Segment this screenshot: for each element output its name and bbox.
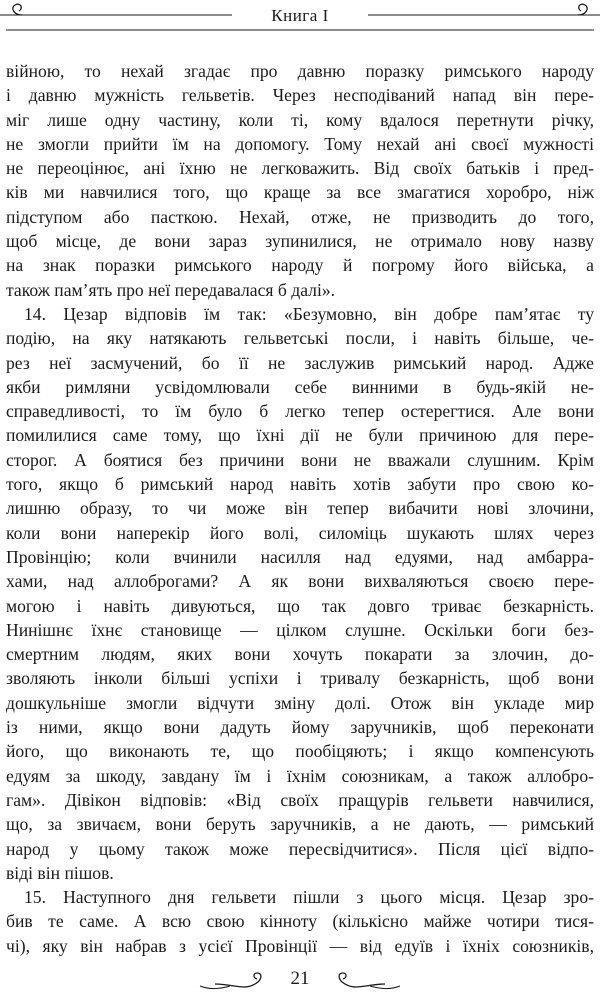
running-header (0, 0, 600, 46)
text-line: не змогли прийти їм на допомогу. Тому нехай ані своєї мужності (6, 133, 594, 154)
text-line: якби римляни усвідомлювали себе винними в будь-якій не- (6, 376, 594, 397)
text-line: із ними, якщо вони дадуть йому заручників, щоб переконати (6, 717, 594, 738)
text-line: на знак поразки римського народу й погрому його війська, а (6, 255, 594, 276)
text-line: смертним людям, яких вони хочуть покарати за злочин, до- (6, 644, 594, 665)
text-line: справедливості, то їм було б легко тепер остерегтися. Але вони (6, 401, 594, 422)
text-line: Нинішнє їхнє становище — цілком слушне. Оскільки боги без- (6, 619, 594, 640)
text-line: бив те саме. А всю свою кінноту (кількісно майже чотири тися- (6, 911, 594, 932)
text-line: ків ми навчилися того, що краще за все змагатися хоробро, ніж (6, 182, 594, 203)
text-line: війною, то нехай згадає про давню поразку римського народу (6, 61, 594, 81)
text-line: також пам’ять про неї передавалася б далі». (6, 279, 336, 300)
text-line: подію, на яку натякають гельветські посли, і навіть більше, че- (6, 328, 594, 349)
text-line: чі), яку він набрав з усієї Провінції — від едуїв і їхніх союзників, (6, 935, 594, 956)
text-line: і давню мужність гельветів. Через несподіваний напад він пере- (6, 85, 594, 106)
text-line: 14. Цезар відповів їм так: «Безумовно, він добре пам’ятає ту (24, 303, 594, 324)
text-line: могою і навіть дивуються, що так довго триває безкарність. (6, 595, 594, 616)
text-line: сторог. А боятися без причини вони не вважали слушним. Крім (6, 449, 594, 470)
text-line: зволяють інколи більші успіхи і тривалу безкарність, щоб вони (6, 668, 594, 689)
text-line: едуям за шкоду, завдану їм і їхнім союзникам, а також аллобро- (6, 765, 594, 786)
text-line: помилилися саме тому, що їхні дії не були причиною для пере- (6, 425, 594, 446)
text-line: 15. Наступного дня гельвети пішли з цього місця. Цезар зро- (24, 887, 594, 908)
text-line: його, що виконають те, що пообіцяють; і якщо компенсують (6, 741, 594, 762)
text-line: лишню образу, то чи може він тепер вибачити нові злочини, (6, 498, 594, 519)
text-line: хами, над аллоброгами? А як вони вихваляються своєю пере- (6, 571, 594, 592)
text-line: гам». Дівікон відповів: «Від своїх пращурів гельвети навчилися, (6, 789, 594, 810)
text-line: міг лише одну частину, коли ті, кому вдалося перетнути річку, (6, 109, 594, 130)
text-line: щоб місце, де вони зараз зупинилися, не отримало нову назву (6, 231, 594, 252)
book-title: Книга I (271, 6, 329, 25)
text-line: Провінцію; коли вчинили насилля над едуями, над амбарра- (6, 546, 594, 567)
text-line: коли вони наперекір його волі, силоміць шукають шлях через (6, 522, 594, 543)
text-line: рез неї засмучений, бо її не заслужив римський народ. Адже (6, 352, 594, 373)
text-line: народ у цьому також може пересвідчитися». Після цієї відпо- (6, 838, 594, 859)
text-line: віді він пішов. (6, 862, 114, 883)
text-line: того, якщо б римський народ навіть хотів забути про свою ко- (6, 474, 594, 495)
body-text (6, 59, 594, 958)
text-line: дошкульніше змогли відчути зміну долі. Отож він укладе мир (6, 692, 594, 713)
text-line: що, за звичаєм, вони беруть заручників, а не дають, — римський (6, 814, 594, 835)
paragraph (6, 59, 594, 302)
text-line: підступом або пасткою. Нехай, отже, не призводить до того, (6, 206, 594, 227)
paragraph (6, 885, 594, 958)
page-footer (0, 964, 600, 1000)
text-line: не переоцінює, ані їхню не легковажить. Від своїх батьків і пред- (6, 158, 594, 179)
paragraph (6, 302, 594, 885)
page-number: 21 (290, 968, 310, 989)
